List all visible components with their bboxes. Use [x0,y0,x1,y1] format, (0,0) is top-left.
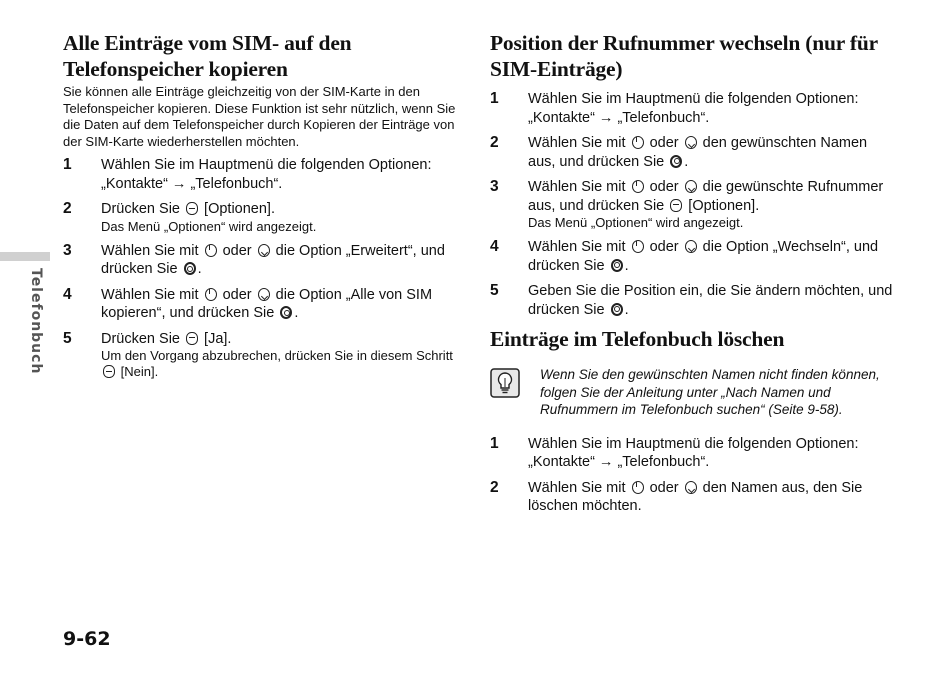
section-tab [0,252,50,377]
step-text: . [294,305,299,321]
step-text: oder [222,242,252,259]
ok-key-icon [280,306,292,319]
step-text: [Optionen]. [204,201,275,217]
section-tab-label: Telefonbuch [28,268,44,375]
step-text: oder [222,286,252,303]
step-item [490,90,895,127]
section-title-swap-number: Position der Rufnummer wechseln (nur für SIM-Einträge) [490,31,878,81]
tip-box [490,366,895,419]
step-item [490,134,895,171]
step-text: die gewünschte Rufnummer aus, und drücken Sie [528,179,884,214]
step-item [63,156,463,193]
step-text: Wählen Sie mit [528,239,626,255]
step-text: Wählen Sie mit [101,286,199,303]
step-text: oder [649,479,679,496]
step-text: Wählen Sie im Hauptmenü die folgenden Optionen: „Kontakte“ → „Telefonbuch“. [528,91,859,126]
step-item [490,479,895,516]
step-text: . [684,153,689,170]
step-text: . [624,257,629,274]
right-softkey-icon [670,199,682,212]
step-number: 3 [63,241,72,259]
step-number: 3 [490,178,499,195]
nav-up-icon [205,288,217,301]
step-text: Wählen Sie mit [528,479,626,496]
step-text: den Namen aus, den Sie löschen möchten. [528,479,863,514]
section-title-delete-entries: Einträge im Telefonbuch löschen [490,327,785,351]
nav-up-icon [632,240,644,253]
steps-list [490,435,895,516]
nav-down-icon [685,240,697,253]
right-softkey-icon [186,202,198,215]
left-softkey-icon [103,365,115,378]
step-text: Geben Sie die Position ein, die Sie ändern möchten, und drücken Sie [528,283,893,318]
step-text: . [624,301,629,318]
step-note: Um den Vorgang abzubrechen, drücken Sie in diesem Schritt [101,348,453,363]
step-text: . [197,261,202,277]
nav-down-icon [685,180,697,193]
step-number: 2 [490,478,499,496]
ok-key-icon [184,262,196,275]
step-text: die Option „Erweitert“, und drücken Sie [101,242,445,277]
tip-text: Wenn Sie den gewünschten Namen nicht finden können, folgen Sie der Anleitung unter „Nach Namen und Rufnummern im Telefonbuch suchen“ (Seite 9-58). [540,367,880,417]
nav-down-icon [685,481,697,494]
step-text: die Option „Wechseln“, und drücken Sie [528,239,879,274]
nav-up-icon [632,136,644,149]
left-column [63,30,463,387]
step-note: Das Menü „Optionen“ wird angezeigt. [101,218,317,234]
step-number: 2 [490,134,499,151]
step-item [63,286,463,323]
step-text: den gewünschten Namen aus, und drücken Sie [528,135,868,170]
nav-up-icon [632,481,644,494]
page-number: 9-62 [63,628,111,650]
step-number: 2 [63,200,72,217]
nav-down-icon [258,244,270,257]
step-item [490,435,895,472]
step-number: 1 [63,156,72,173]
nav-down-icon [258,288,270,301]
right-softkey-icon [186,332,198,345]
steps-list [490,90,895,319]
ok-key-icon [611,303,623,316]
step-text: Wählen Sie mit [528,179,626,195]
step-text: oder [649,179,679,195]
step-number: 4 [63,285,72,303]
lightbulb-tip-icon [490,368,520,398]
step-number: 1 [490,434,499,452]
section-tab-bar [0,252,50,261]
step-text: oder [649,135,679,151]
nav-up-icon [205,244,217,257]
step-text: Drücken Sie [101,201,180,217]
nav-up-icon [632,180,644,193]
step-item [63,200,463,235]
step-text: [Ja]. [204,330,232,347]
step-text: Wählen Sie im Hauptmenü die folgenden Optionen: „Kontakte“ → „Telefonbuch“. [101,157,432,192]
nav-down-icon [685,136,697,149]
step-text: Wählen Sie im Hauptmenü die folgenden Optionen: „Kontakte“ → „Telefonbuch“. [528,435,859,470]
step-note: Das Menü „Optionen“ wird angezeigt. [528,215,744,230]
step-number: 5 [490,282,499,299]
step-item [63,330,463,381]
step-note: [Nein]. [120,364,159,379]
step-number: 4 [490,238,499,255]
steps-list [63,156,463,380]
step-number: 1 [490,90,499,107]
step-text: oder [649,239,679,255]
ok-key-icon [611,259,623,272]
section-intro: Sie können alle Einträge gleichzeitig von der SIM-Karte in den Telefonspeicher kopieren. Diese Funktion ist sehr nützlich, wenn Sie die Daten auf dem Telefonspeicher durch Kopieren der Einträge von der SIM-Karte wiederherstellen möchten. [63,84,456,149]
step-item [490,178,895,231]
ok-key-icon [670,155,682,168]
section-title-copy-sim: Alle Einträge vom SIM- auf den Telefonspeicher kopieren [63,31,352,81]
step-text: Wählen Sie mit [528,135,626,151]
step-item [490,238,895,275]
step-number: 5 [63,329,72,347]
step-text: Wählen Sie mit [101,242,199,259]
step-text: [Optionen]. [688,197,760,214]
step-item [63,242,463,279]
step-text: die Option „Alle von SIM kopieren“, und drücken Sie [101,286,433,321]
step-text: Drücken Sie [101,330,180,347]
right-column [490,30,895,523]
step-item [490,282,895,319]
